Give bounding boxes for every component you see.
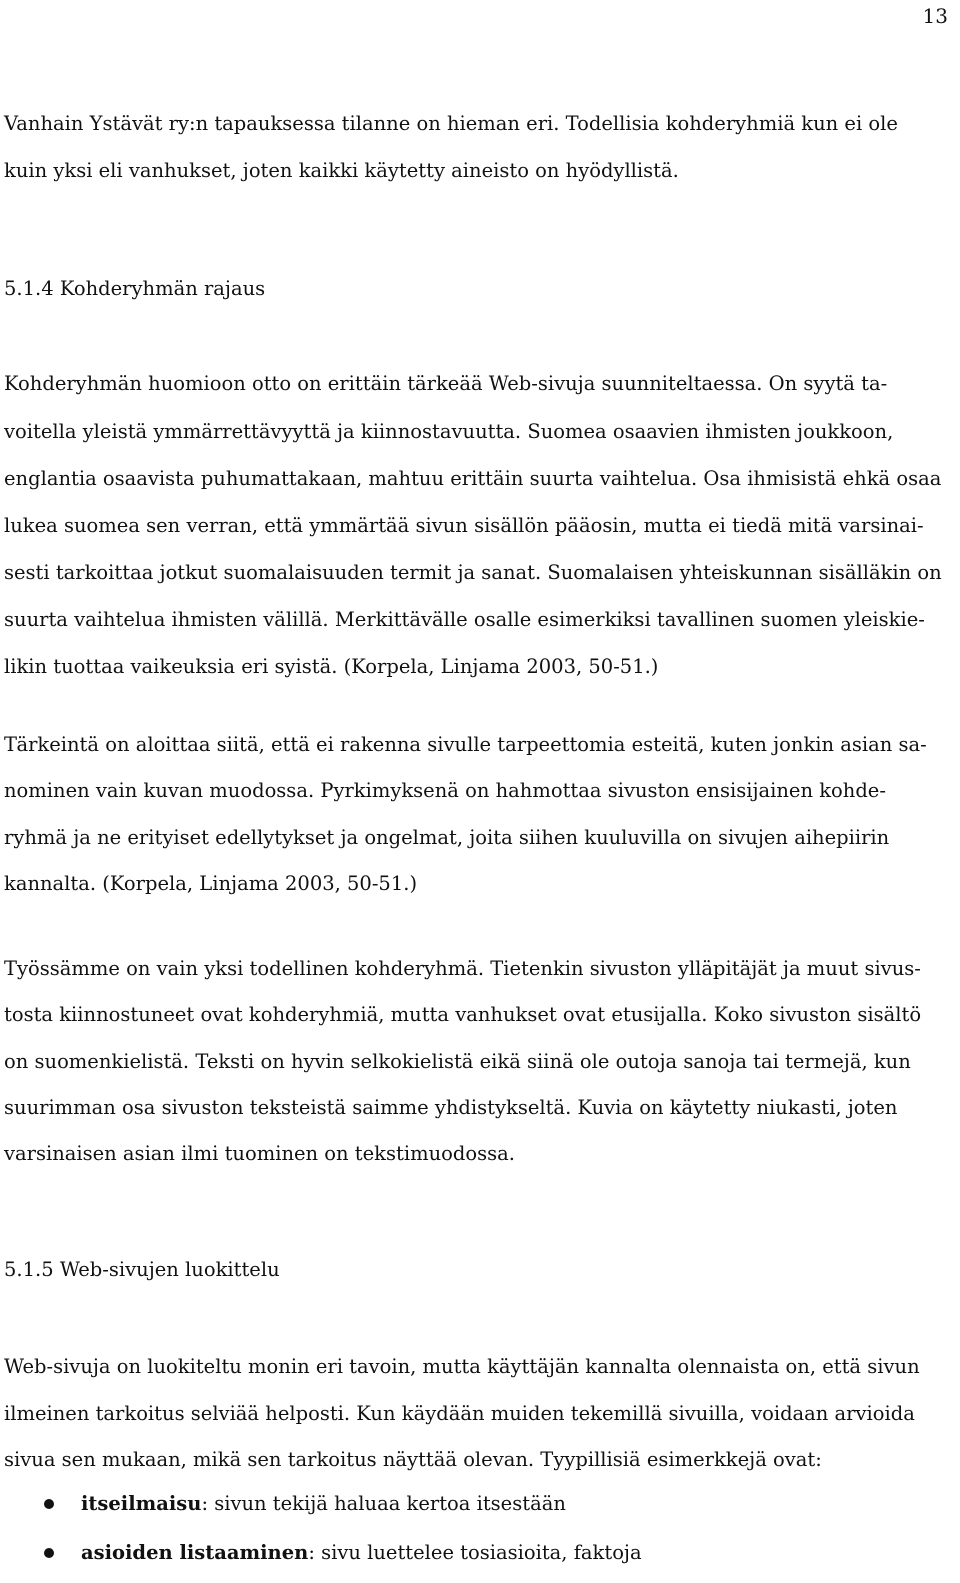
list-item-text [81, 1490, 566, 1518]
bullet-icon [44, 1499, 54, 1509]
text-line: sesti tarkoittaa jotkut suomalaisuuden termit ja sanat. Suomalaisen yhteiskunnan sisälläkin on [4, 561, 942, 584]
text-line: suurta vaihtelua ihmisten välillä. Merkittävälle osalle esimerkiksi tavallinen suomen yleiskie- [4, 608, 925, 631]
text-line: lukea suomea sen verran, että ymmärtää sivun sisällön pääosin, mutta ei tiedä mitä varsinai- [4, 514, 924, 537]
list-item-description: : sivu luettelee tosiasioita, faktoja [308, 1541, 642, 1564]
text-line: kannalta. (Korpela, Linjama 2003, 50-51.) [4, 872, 418, 895]
section-heading: 5.1.5 Web-sivujen luokittelu [4, 1258, 280, 1281]
page-number: 13 [922, 4, 948, 28]
text-line: sivua sen mukaan, mikä sen tarkoitus näyttää olevan. Tyypillisiä esimerkkejä ovat: [4, 1448, 822, 1471]
text-line: on suomenkielistä. Teksti on hyvin selkokielistä eikä siinä ole outoja sanoja tai termejä, kun [4, 1050, 911, 1073]
section-heading: 5.1.4 Kohderyhmän rajaus [4, 277, 266, 300]
text-line: nominen vain kuvan muodossa. Pyrkimyksenä on hahmottaa sivuston ensisijainen kohde- [4, 779, 886, 802]
text-line: varsinaisen asian ilmi tuominen on tekstimuodossa. [4, 1142, 515, 1165]
list-item-description: : sivun tekijä haluaa kertoa itsestään [201, 1492, 566, 1515]
text-line: suurimman osa sivuston teksteistä saimme yhdistykseltä. Kuvia on käytetty niukasti, joten [4, 1096, 898, 1119]
text-line: voitella yleistä ymmärrettävyyttä ja kiinnostavuutta. Suomea osaavien ihmisten joukkoon, [4, 420, 894, 443]
text-line: Vanhain Ystävät ry:n tapauksessa tilanne on hieman eri. Todellisia kohderyhmiä kun ei ole [4, 112, 898, 135]
list-item-term: asioiden listaaminen [81, 1541, 309, 1564]
text-line: Web-sivuja on luokiteltu monin eri tavoin, mutta käyttäjän kannalta olennaista on, että sivun [4, 1355, 920, 1378]
text-line: kuin yksi eli vanhukset, joten kaikki käytetty aineisto on hyödyllistä. [4, 159, 679, 182]
text-line: likin tuottaa vaikeuksia eri syistä. (Korpela, Linjama 2003, 50-51.) [4, 655, 659, 678]
text-line: Tärkeintä on aloittaa siitä, että ei rakenna sivulle tarpeettomia esteitä, kuten jonkin asian sa- [4, 733, 927, 756]
bullet-icon [44, 1548, 54, 1558]
text-line: ryhmä ja ne erityiset edellytykset ja ongelmat, joita siihen kuuluvilla on sivujen aihepiirin [4, 826, 890, 849]
list-item-term: itseilmaisu [81, 1492, 202, 1515]
text-line: tosta kiinnostuneet ovat kohderyhmiä, mutta vanhukset ovat etusijalla. Koko sivuston sisältö [4, 1003, 922, 1026]
text-line: ilmeinen tarkoitus selviää helposti. Kun käydään muiden tekemillä sivuilla, voidaan arvioida [4, 1402, 915, 1425]
text-line: Kohderyhmän huomioon otto on erittäin tärkeää Web-sivuja suunniteltaessa. On syytä ta- [4, 372, 888, 395]
text-line: Työssämme on vain yksi todellinen kohderyhmä. Tietenkin sivuston ylläpitäjät ja muut sivus- [4, 957, 921, 980]
list-item-text [81, 1539, 642, 1567]
text-line: englantia osaavista puhumattakaan, mahtuu erittäin suurta vaihtelua. Osa ihmisistä ehkä osaa [4, 467, 942, 490]
